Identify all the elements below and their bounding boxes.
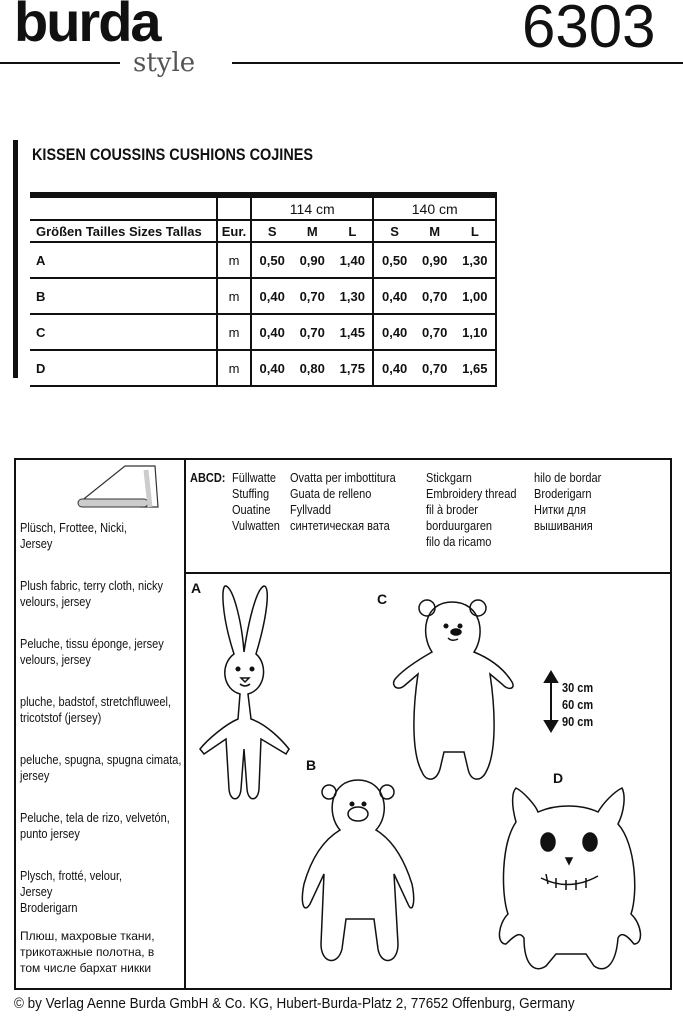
notion-item: fil à broder <box>426 503 478 517</box>
size: L <box>455 220 496 242</box>
notion-item: Embroidery thread <box>426 487 517 501</box>
amount-cell: 1,45 <box>332 314 373 350</box>
style-logo: style <box>133 48 196 78</box>
amount-cell: 0,70 <box>415 350 455 386</box>
bear-cushion-c <box>394 600 514 779</box>
table-row <box>30 278 496 314</box>
fabric-suggestion: Plysch, frotté, velour, Jersey Broderigarn <box>20 869 123 915</box>
fabric-requirements-table <box>30 192 497 387</box>
header-divider <box>232 62 683 64</box>
width-140: 140 cm <box>373 195 496 220</box>
amount-cell: 1,00 <box>455 278 496 314</box>
view-label-a: A <box>191 580 202 596</box>
size: S <box>251 220 292 242</box>
notion-item: вышивания <box>534 519 593 533</box>
scale-value: 30 cm <box>562 681 594 695</box>
amount-cell: 0,40 <box>373 350 414 386</box>
notions-col <box>290 470 396 534</box>
amount-cell: 1,10 <box>455 314 496 350</box>
table-row <box>30 314 496 350</box>
pattern-number: 6303 <box>522 0 656 60</box>
amount-cell: 0,70 <box>415 278 455 314</box>
fabric-suggestion: Plüsch, Frottee, Nicki, Jersey <box>20 521 127 551</box>
notion-item: Guata de relleno <box>290 487 372 501</box>
amount-cell: 0,50 <box>251 242 292 278</box>
scale-arrow-icon <box>545 672 557 731</box>
bunny-cushion-a <box>200 586 289 799</box>
amount-cell: 0,90 <box>415 242 455 278</box>
amount-cell: 0,70 <box>292 278 332 314</box>
unit-header: Eur. <box>217 220 251 242</box>
unit-cell: m <box>217 350 251 386</box>
amount-cell: 1,40 <box>332 242 373 278</box>
scale-value: 60 cm <box>562 698 594 712</box>
notion-item: hilo de bordar <box>534 471 602 485</box>
view-cell: C <box>30 314 217 350</box>
notions-col <box>426 470 516 550</box>
header-divider <box>0 62 120 64</box>
cushion-illustrations <box>186 574 668 986</box>
notion-item: Fyllvadd <box>290 503 331 517</box>
view-cell: B <box>30 278 217 314</box>
fabric-suggestion: Plush fabric, terry cloth, nicky velours, jersey <box>20 579 164 609</box>
notion-item: Vulwatten <box>232 519 280 533</box>
unit-cell: m <box>217 314 251 350</box>
amount-cell: 0,50 <box>373 242 414 278</box>
amount-cell: 0,90 <box>292 242 332 278</box>
table-row <box>30 242 496 278</box>
notions-label: ABCD: <box>190 471 226 485</box>
scale-legend <box>562 680 593 731</box>
scale-value: 90 cm <box>562 715 594 729</box>
page-title: KISSEN COUSSINS CUSHIONS COJINES <box>32 145 314 164</box>
amount-cell: 1,30 <box>455 242 496 278</box>
fabric-suggestion: Peluche, tela de rizo, velvetón, punto jersey <box>20 811 170 841</box>
cat-cushion-d <box>499 788 640 969</box>
size: M <box>415 220 455 242</box>
notion-item: Füllwatte <box>232 471 277 485</box>
table-row <box>30 350 496 386</box>
notion-item: Broderigarn <box>534 487 592 501</box>
notion-item: filo da ricamo <box>426 535 492 549</box>
amount-cell: 0,40 <box>251 350 292 386</box>
fabric-suggestion: pluche, badstof, stretchfluweel, tricotstof (jersey) <box>20 695 172 725</box>
notion-item: Stickgarn <box>426 471 472 485</box>
amount-cell: 0,70 <box>292 314 332 350</box>
view-cell: D <box>30 350 217 386</box>
notion-item: синтетическая вата <box>290 519 390 533</box>
burda-logo: burda <box>14 0 160 53</box>
view-label-d: D <box>553 770 564 786</box>
amount-cell: 0,40 <box>251 314 292 350</box>
notion-item: Stuffing <box>232 487 270 501</box>
size: S <box>373 220 414 242</box>
size: L <box>332 220 373 242</box>
size: M <box>292 220 332 242</box>
fabric-bolt-icon <box>50 462 160 512</box>
width-114: 114 cm <box>251 195 373 220</box>
amount-cell: 1,30 <box>332 278 373 314</box>
notions-col <box>534 470 601 534</box>
size-label: Größen Tailles Sizes Tallas <box>30 220 217 242</box>
notion-item: Нитки для <box>534 503 586 517</box>
fabric-suggestion: peluche, spugna, spugna cimata, jersey <box>20 753 182 783</box>
view-label-c: C <box>377 591 388 607</box>
amount-cell: 1,65 <box>455 350 496 386</box>
amount-cell: 0,40 <box>251 278 292 314</box>
copyright-footer: © by Verlag Aenne Burda GmbH & Co. KG, Hubert-Burda-Platz 2, 77652 Offenburg, Germany <box>14 996 575 1012</box>
amount-cell: 0,40 <box>373 278 414 314</box>
amount-cell: 0,70 <box>415 314 455 350</box>
notion-item: Ouatine <box>232 503 271 517</box>
unit-cell: m <box>217 242 251 278</box>
unit-cell: m <box>217 278 251 314</box>
notions-col <box>232 470 280 534</box>
view-label-b: B <box>306 757 317 773</box>
amount-cell: 0,40 <box>373 314 414 350</box>
section-bar <box>13 140 18 378</box>
monkey-cushion-b <box>302 780 413 960</box>
amount-cell: 1,75 <box>332 350 373 386</box>
amount-cell: 0,80 <box>292 350 332 386</box>
fabric-suggestion: Плюш, махровые ткани, трикотажные полотна, в том числе бархат никки <box>20 929 155 975</box>
notion-item: Ovatta per imbottitura <box>290 471 396 485</box>
notion-item: borduurgaren <box>426 519 493 533</box>
view-cell: A <box>30 242 217 278</box>
fabric-suggestion: Peluche, tissu éponge, jersey velours, jersey <box>20 637 164 667</box>
